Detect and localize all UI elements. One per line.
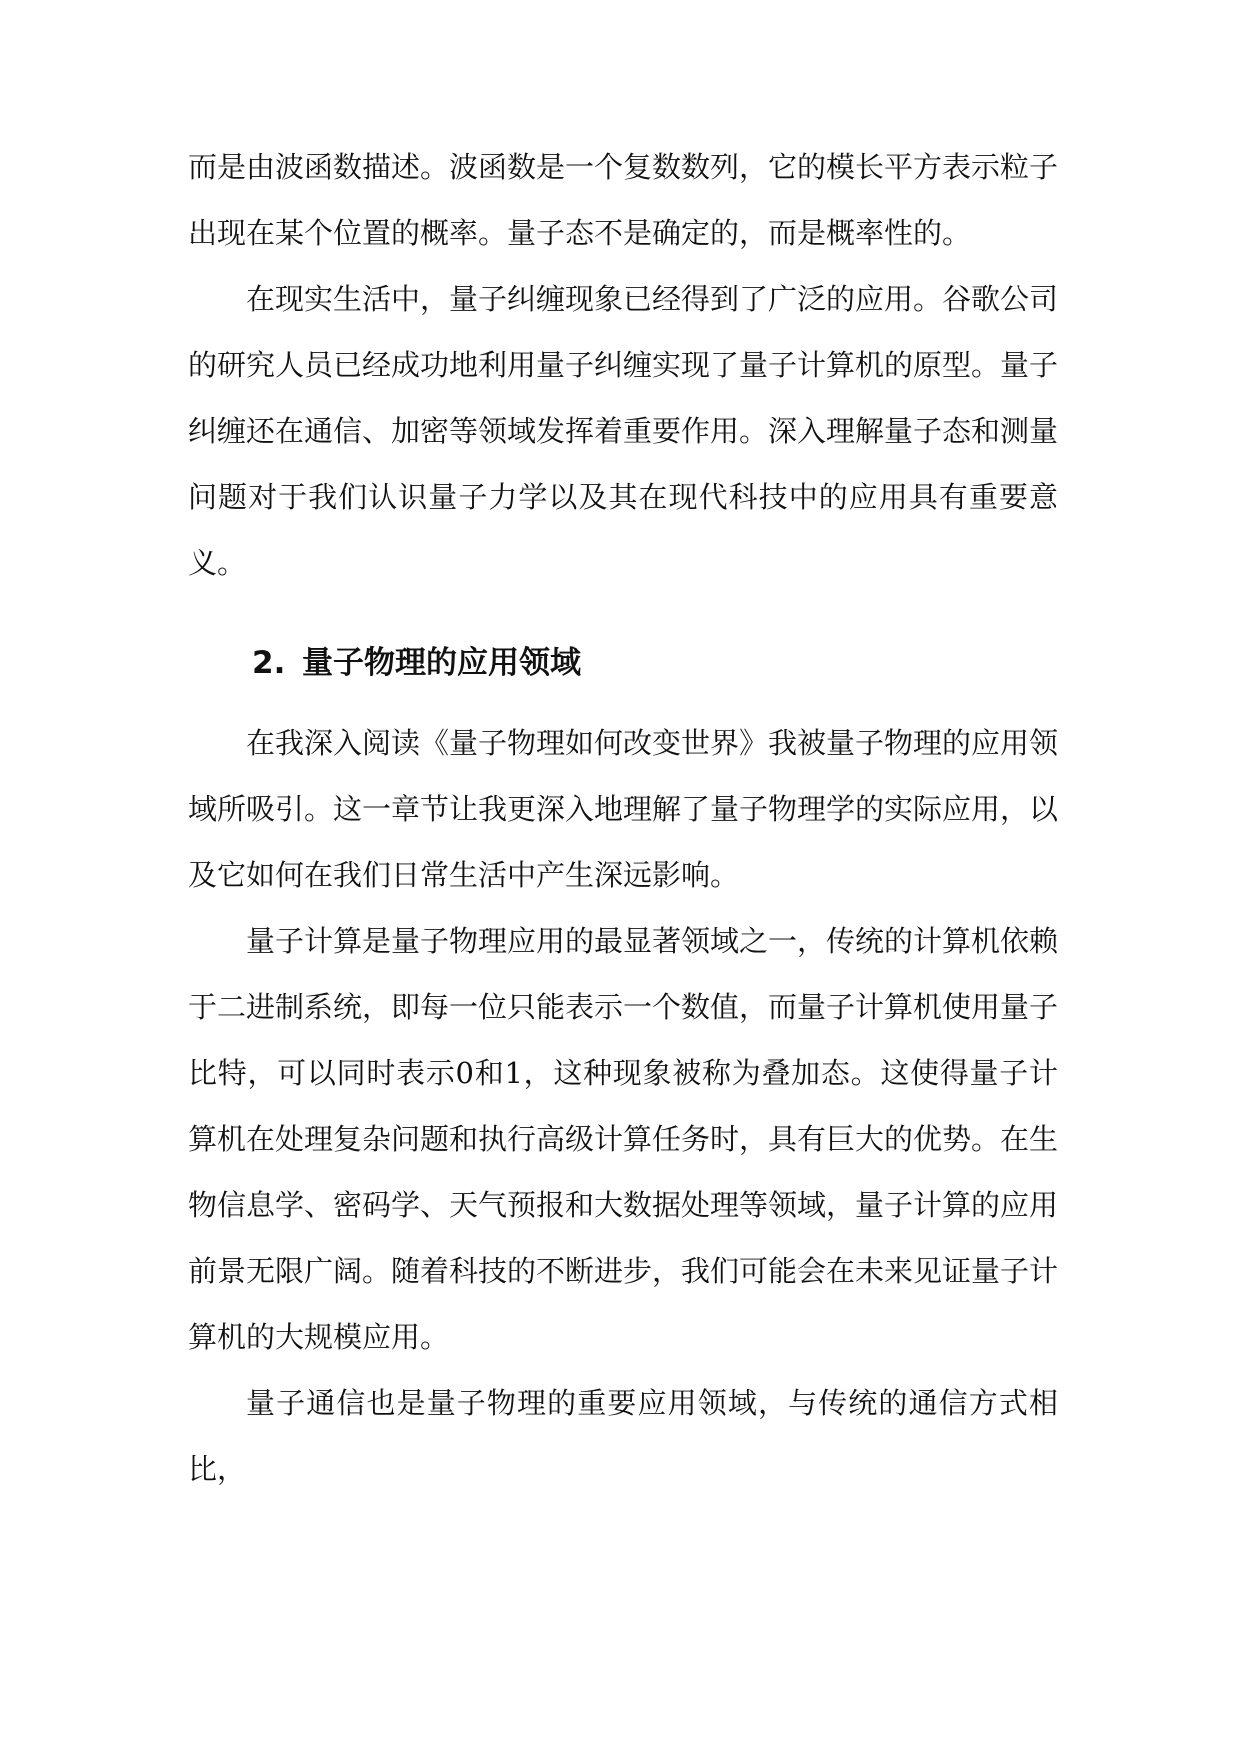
- section-number: 2.: [252, 645, 286, 681]
- paragraph-quantum-communication: 量子通信也是量子物理的重要应用领域，与传统的通信方式相比，: [188, 1386, 1058, 1486]
- paragraph-quantum-entanglement-applications: 在现实生活中，量子纠缠现象已经得到了广泛的应用。谷歌公司的研究人员已经成功地利用量子纠缠实现了量子计算机的原型。量子纠缠还在通信、加密等领域发挥着重要作用。深入理解量子态和测量问题对于我们认识量子力学以及其在现代科技中的应用具有重要意义。: [188, 282, 1059, 580]
- section-heading: [188, 638, 1058, 688]
- document-body: [188, 134, 1058, 1502]
- paragraph-quantum-computing: 量子计算是量子物理应用的最显著领域之一，传统的计算机依赖于二进制系统，即每一位只能表示一个数值，而量子计算机使用量子比特，可以同时表示0和1，这种现象被称为叠加态。这使得量子计算机在处理复杂问题和执行高级计算任务时，具有巨大的优势。在生物信息学、密码学、天气预报和大数据处理等领域，量子计算的应用前景无限广阔。随着科技的不断进步，我们可能会在未来见证量子计算机的大规模应用。: [188, 924, 1059, 1354]
- paragraph-continuation: 而是由波函数描述。波函数是一个复数数列，它的模长平方表示粒子出现在某个位置的概率。量子态不是确定的，而是概率性的。: [188, 150, 1059, 250]
- section-title: 量子物理的应用领域: [302, 645, 581, 681]
- paragraph-reading-intro: 在我深入阅读《量子物理如何改变世界》我被量子物理的应用领域所吸引。这一章节让我更深入地理解了量子物理学的实际应用，以及它如何在我们日常生活中产生深远影响。: [188, 726, 1059, 892]
